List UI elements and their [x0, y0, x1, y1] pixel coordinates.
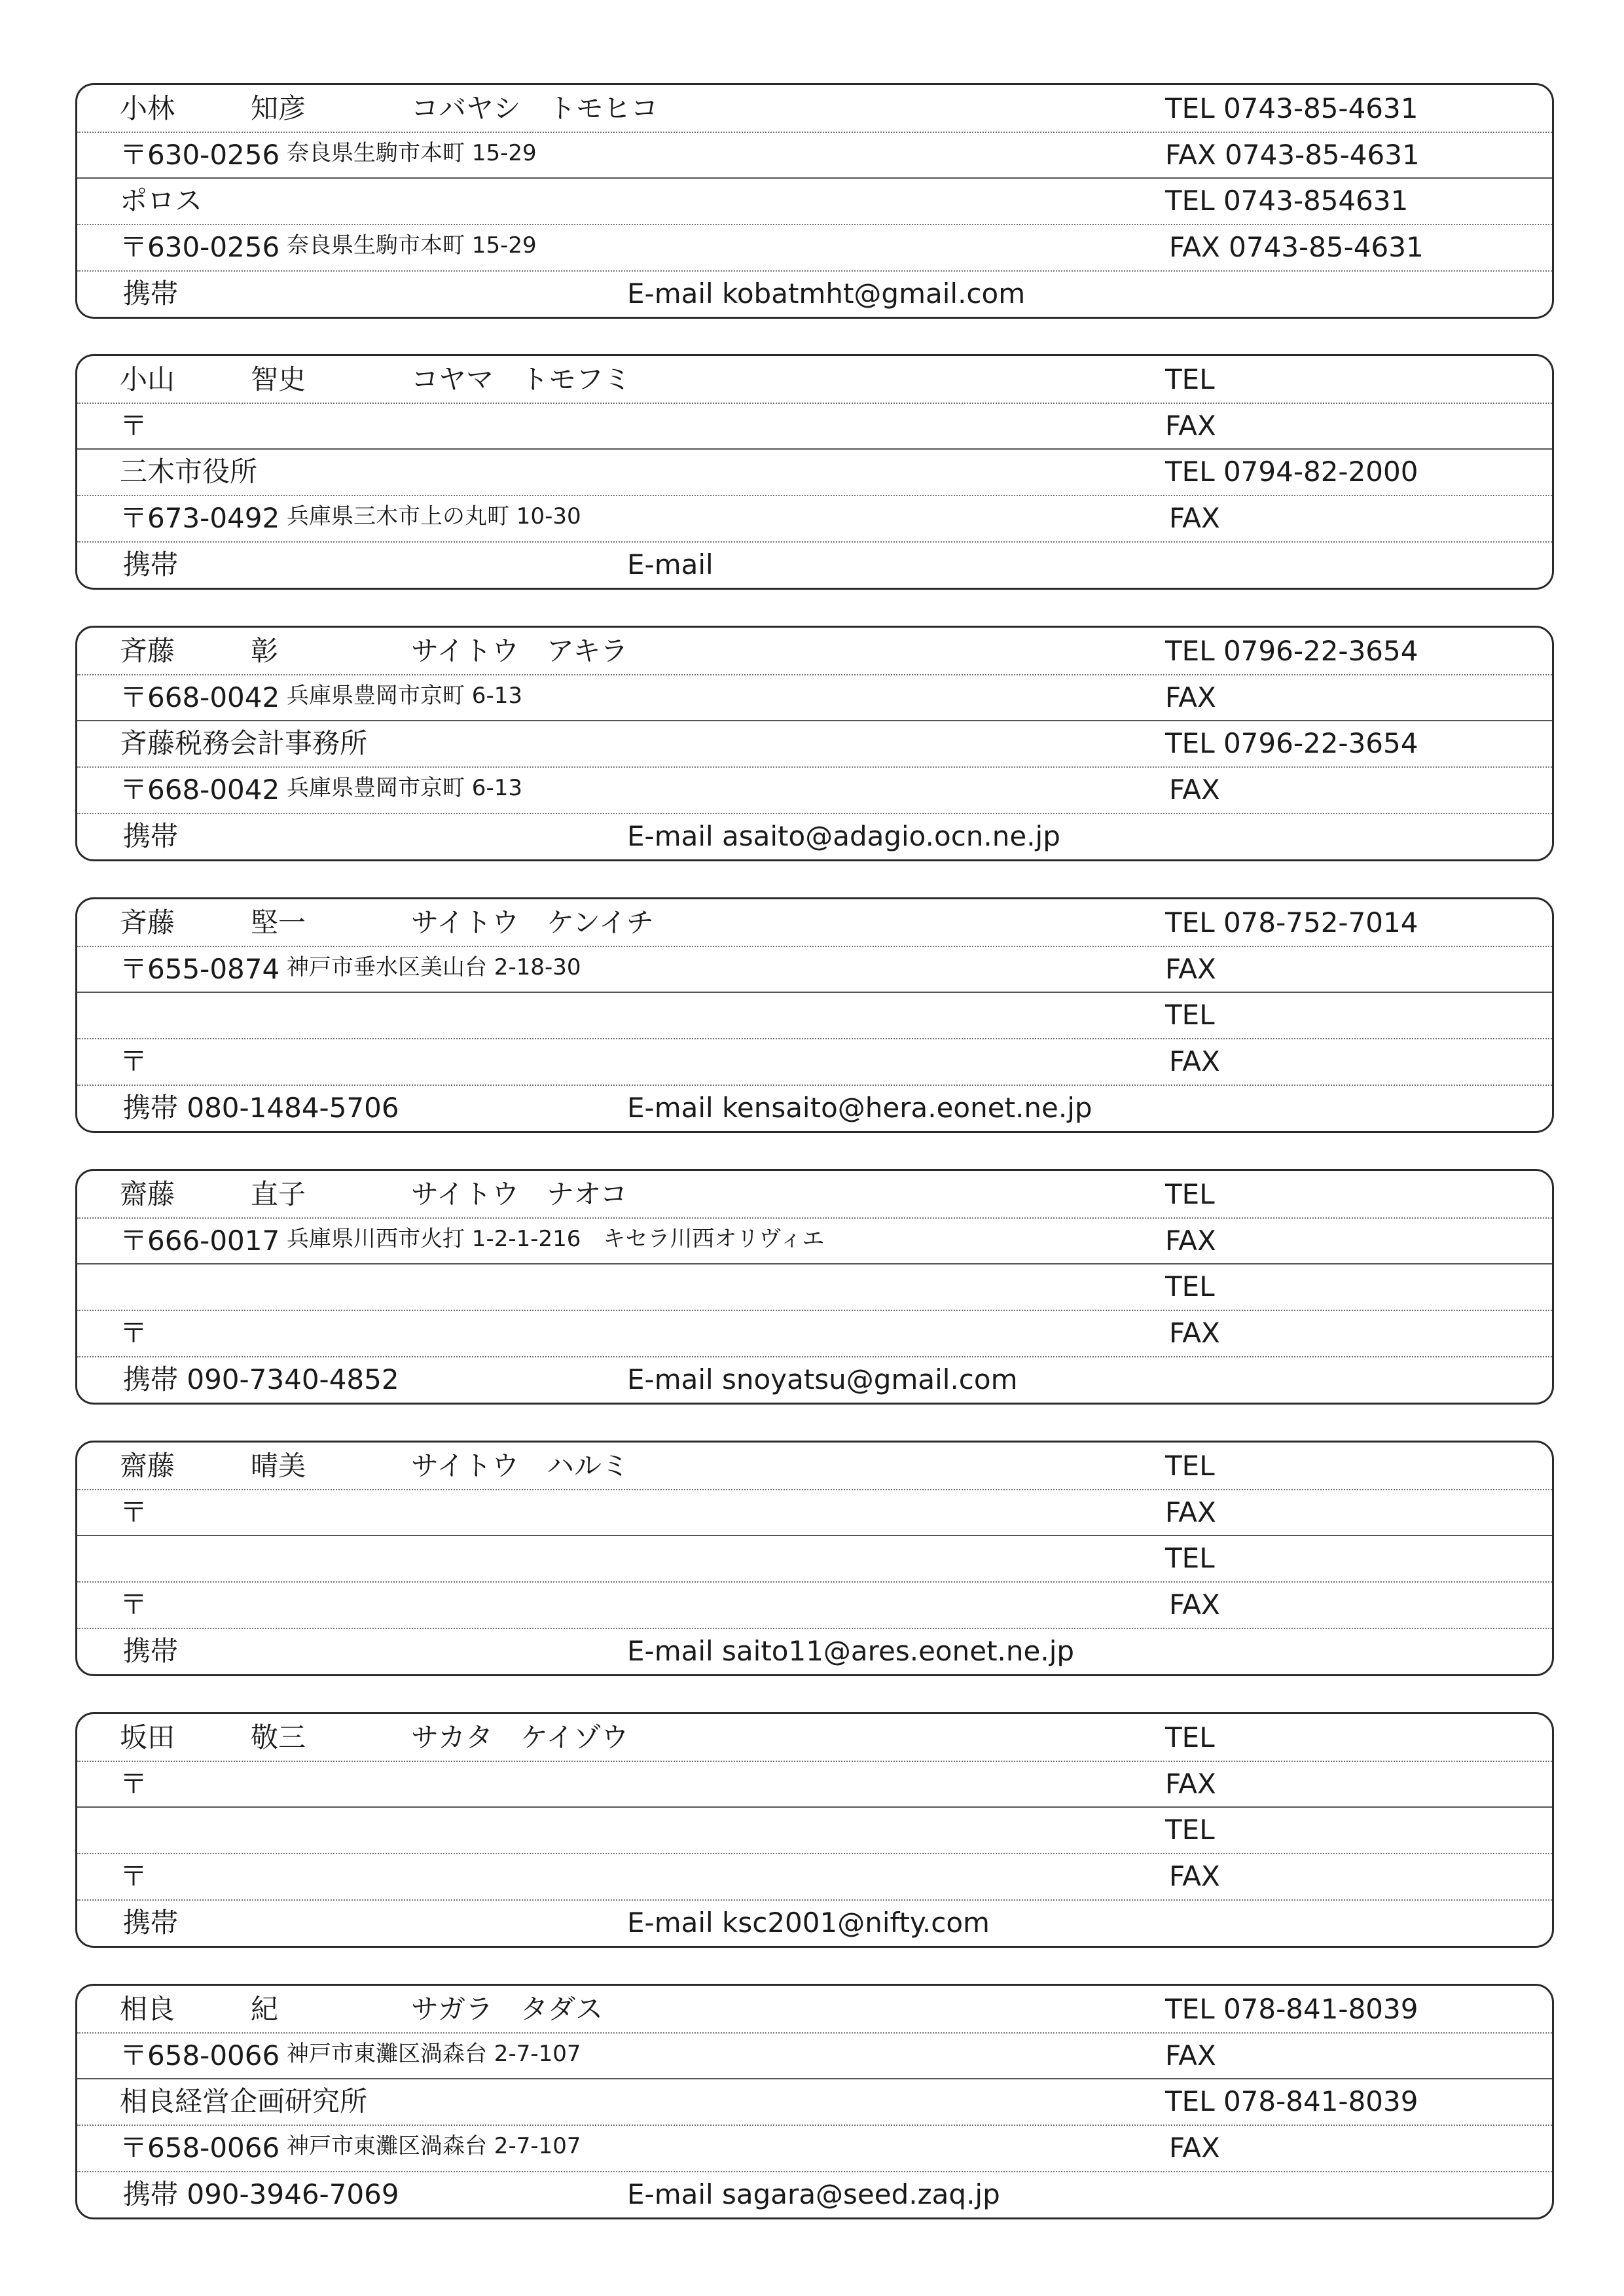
home-fax: FAX	[1165, 681, 1216, 713]
given-name: 堅一	[251, 906, 306, 939]
home-address: 神戸市垂水区美山台 2-18-30	[287, 954, 581, 980]
given-name: 紀	[251, 1993, 279, 2025]
name-row	[77, 1986, 1552, 2032]
mobile: 携帯	[123, 820, 179, 852]
mobile: 携帯 080-1484-5706	[123, 1092, 399, 1124]
work-tel: TEL	[1165, 1270, 1215, 1302]
email: E-mail sagara@seed.zaq.jp	[627, 2178, 1000, 2210]
work-tel: TEL 078-841-8039	[1165, 2085, 1418, 2117]
home-address-row	[77, 674, 1552, 721]
surname: 斉藤	[120, 906, 175, 939]
contact-card	[75, 1984, 1554, 2219]
org-row	[77, 448, 1552, 495]
org-row	[77, 1806, 1552, 1853]
contact-card	[75, 897, 1554, 1133]
work-fax: FAX	[1169, 1860, 1220, 1892]
home-zip: 〒630-0256	[120, 139, 280, 171]
email: E-mail saito11@ares.eonet.ne.jp	[627, 1635, 1075, 1667]
organization: 相良経営企画研究所	[120, 2085, 368, 2117]
name-row	[77, 1443, 1552, 1489]
email: E-mail	[627, 548, 713, 581]
home-fax: FAX	[1165, 953, 1216, 985]
home-tel: TEL 0796-22-3654	[1165, 635, 1418, 667]
name-row	[77, 85, 1552, 132]
organization: 斉藤税務会計事務所	[120, 727, 368, 759]
contact-card	[75, 1441, 1554, 1676]
work-tel: TEL 0794-82-2000	[1165, 456, 1418, 488]
email: E-mail ksc2001@nifty.com	[627, 1907, 990, 1939]
mobile-row	[77, 1628, 1552, 1674]
work-address-row	[77, 224, 1552, 270]
work-zip: 〒	[120, 1588, 148, 1621]
home-tel: TEL 078-841-8039	[1165, 1993, 1418, 2025]
work-address-row	[77, 495, 1552, 541]
org-row	[77, 720, 1552, 766]
contact-card	[75, 354, 1554, 590]
given-name: 彰	[251, 635, 279, 667]
work-address-row	[77, 766, 1552, 813]
org-row	[77, 992, 1552, 1038]
surname: 斉藤	[120, 635, 175, 667]
given-name: 知彦	[251, 92, 306, 124]
contact-card	[75, 626, 1554, 861]
given-name: 晴美	[251, 1450, 306, 1482]
home-fax: FAX	[1165, 1225, 1216, 1257]
organization: ポロス	[120, 185, 203, 217]
work-address: 兵庫県豊岡市京町 6-13	[287, 775, 522, 801]
work-zip: 〒	[120, 1045, 148, 1077]
work-address-row	[77, 1310, 1552, 1356]
name-row	[77, 899, 1552, 946]
home-fax: FAX	[1165, 1496, 1216, 1528]
mobile-row	[77, 1899, 1552, 1946]
home-zip: 〒	[120, 1496, 148, 1528]
home-address: 兵庫県川西市火打 1-2-1-216 キセラ川西オリヴィエ	[287, 1226, 825, 1252]
org-row	[77, 2078, 1552, 2125]
home-address-row	[77, 1489, 1552, 1535]
home-fax: FAX	[1165, 2039, 1216, 2072]
given-name: 敬三	[251, 1721, 306, 1753]
home-zip: 〒668-0042	[120, 681, 280, 713]
name-kana: サイトウ ハルミ	[411, 1450, 630, 1482]
home-zip: 〒658-0066	[120, 2039, 280, 2072]
email: E-mail kobatmht@gmail.com	[627, 278, 1026, 310]
work-zip: 〒673-0492	[120, 502, 280, 534]
org-row	[77, 1535, 1552, 1581]
mobile: 携帯 090-7340-4852	[123, 1363, 399, 1395]
surname: 小林	[120, 92, 175, 124]
work-address-row	[77, 1853, 1552, 1899]
name-row	[77, 1171, 1552, 1217]
given-name: 智史	[251, 363, 306, 395]
org-row	[77, 177, 1552, 224]
home-address-row	[77, 403, 1552, 449]
work-tel: TEL 0796-22-3654	[1165, 727, 1418, 759]
mobile-row	[77, 813, 1552, 859]
contact-card	[75, 83, 1554, 319]
name-kana: サイトウ ケンイチ	[411, 906, 654, 939]
surname: 齋藤	[120, 1178, 175, 1210]
work-zip: 〒658-0066	[120, 2132, 280, 2164]
mobile: 携帯	[123, 1635, 179, 1667]
name-kana: サガラ タダス	[411, 1993, 604, 2025]
home-fax: FAX	[1165, 1768, 1216, 1800]
mobile: 携帯	[123, 278, 179, 310]
home-address: 兵庫県豊岡市京町 6-13	[287, 683, 522, 709]
home-address-row	[77, 946, 1552, 992]
work-fax: FAX	[1169, 1317, 1220, 1349]
contact-card	[75, 1712, 1554, 1948]
mobile: 携帯	[123, 1907, 179, 1939]
home-fax: FAX 0743-85-4631	[1165, 139, 1420, 171]
work-address-row	[77, 1038, 1552, 1085]
home-zip: 〒655-0874	[120, 953, 280, 985]
home-tel: TEL 0743-85-4631	[1165, 92, 1418, 124]
organization: 三木市役所	[120, 456, 258, 488]
home-address: 奈良県生駒市本町 15-29	[287, 140, 537, 166]
mobile-row	[77, 270, 1552, 317]
surname: 相良	[120, 1993, 175, 2025]
home-fax: FAX	[1165, 410, 1216, 442]
work-fax: FAX	[1169, 1045, 1220, 1077]
contact-card	[75, 1169, 1554, 1405]
home-zip: 〒	[120, 1768, 148, 1800]
home-tel: TEL 078-752-7014	[1165, 906, 1418, 939]
home-zip: 〒666-0017	[120, 1225, 280, 1257]
name-row	[77, 1714, 1552, 1761]
home-tel: TEL	[1165, 363, 1215, 395]
work-zip: 〒	[120, 1317, 148, 1349]
work-zip: 〒668-0042	[120, 774, 280, 806]
mobile-row	[77, 2171, 1552, 2217]
name-kana: サイトウ アキラ	[411, 635, 628, 667]
work-address: 奈良県生駒市本町 15-29	[287, 232, 537, 259]
work-fax: FAX	[1169, 1588, 1220, 1621]
name-kana: コヤマ トモフミ	[411, 363, 632, 395]
surname: 小山	[120, 363, 175, 395]
mobile-row	[77, 541, 1552, 588]
home-address: 神戸市東灘区渦森台 2-7-107	[287, 2041, 581, 2067]
work-tel: TEL 0743-854631	[1165, 185, 1409, 217]
home-tel: TEL	[1165, 1721, 1215, 1753]
mobile-row	[77, 1085, 1552, 1131]
work-fax: FAX	[1169, 2132, 1220, 2164]
work-fax: FAX	[1169, 502, 1220, 534]
mobile: 携帯 090-3946-7069	[123, 2178, 399, 2210]
name-row	[77, 356, 1552, 403]
home-address-row	[77, 132, 1552, 178]
work-address: 兵庫県三木市上の丸町 10-30	[287, 503, 581, 529]
work-address: 神戸市東灘区渦森台 2-7-107	[287, 2133, 581, 2159]
surname: 坂田	[120, 1721, 175, 1753]
mobile: 携帯	[123, 548, 179, 581]
name-kana: サカタ ケイゾウ	[411, 1721, 629, 1753]
surname: 齋藤	[120, 1450, 175, 1482]
home-zip: 〒	[120, 410, 148, 442]
work-fax: FAX 0743-85-4631	[1169, 231, 1424, 263]
work-address-row	[77, 1581, 1552, 1628]
mobile-row	[77, 1356, 1552, 1403]
name-kana: サイトウ ナオコ	[411, 1178, 628, 1210]
home-tel: TEL	[1165, 1450, 1215, 1482]
email: E-mail snoyatsu@gmail.com	[627, 1363, 1018, 1395]
email: E-mail asaito@adagio.ocn.ne.jp	[627, 820, 1060, 852]
home-address-row	[77, 2032, 1552, 2079]
work-tel: TEL	[1165, 1814, 1215, 1846]
home-address-row	[77, 1217, 1552, 1264]
work-zip: 〒	[120, 1860, 148, 1892]
org-row	[77, 1263, 1552, 1310]
home-address-row	[77, 1761, 1552, 1807]
given-name: 直子	[251, 1178, 306, 1210]
work-tel: TEL	[1165, 999, 1215, 1031]
work-tel: TEL	[1165, 1542, 1215, 1574]
work-address-row	[77, 2125, 1552, 2171]
email: E-mail kensaito@hera.eonet.ne.jp	[627, 1092, 1092, 1124]
work-fax: FAX	[1169, 774, 1220, 806]
name-kana: コバヤシ トモヒコ	[411, 92, 659, 124]
home-tel: TEL	[1165, 1178, 1215, 1210]
name-row	[77, 628, 1552, 674]
work-zip: 〒630-0256	[120, 231, 280, 263]
